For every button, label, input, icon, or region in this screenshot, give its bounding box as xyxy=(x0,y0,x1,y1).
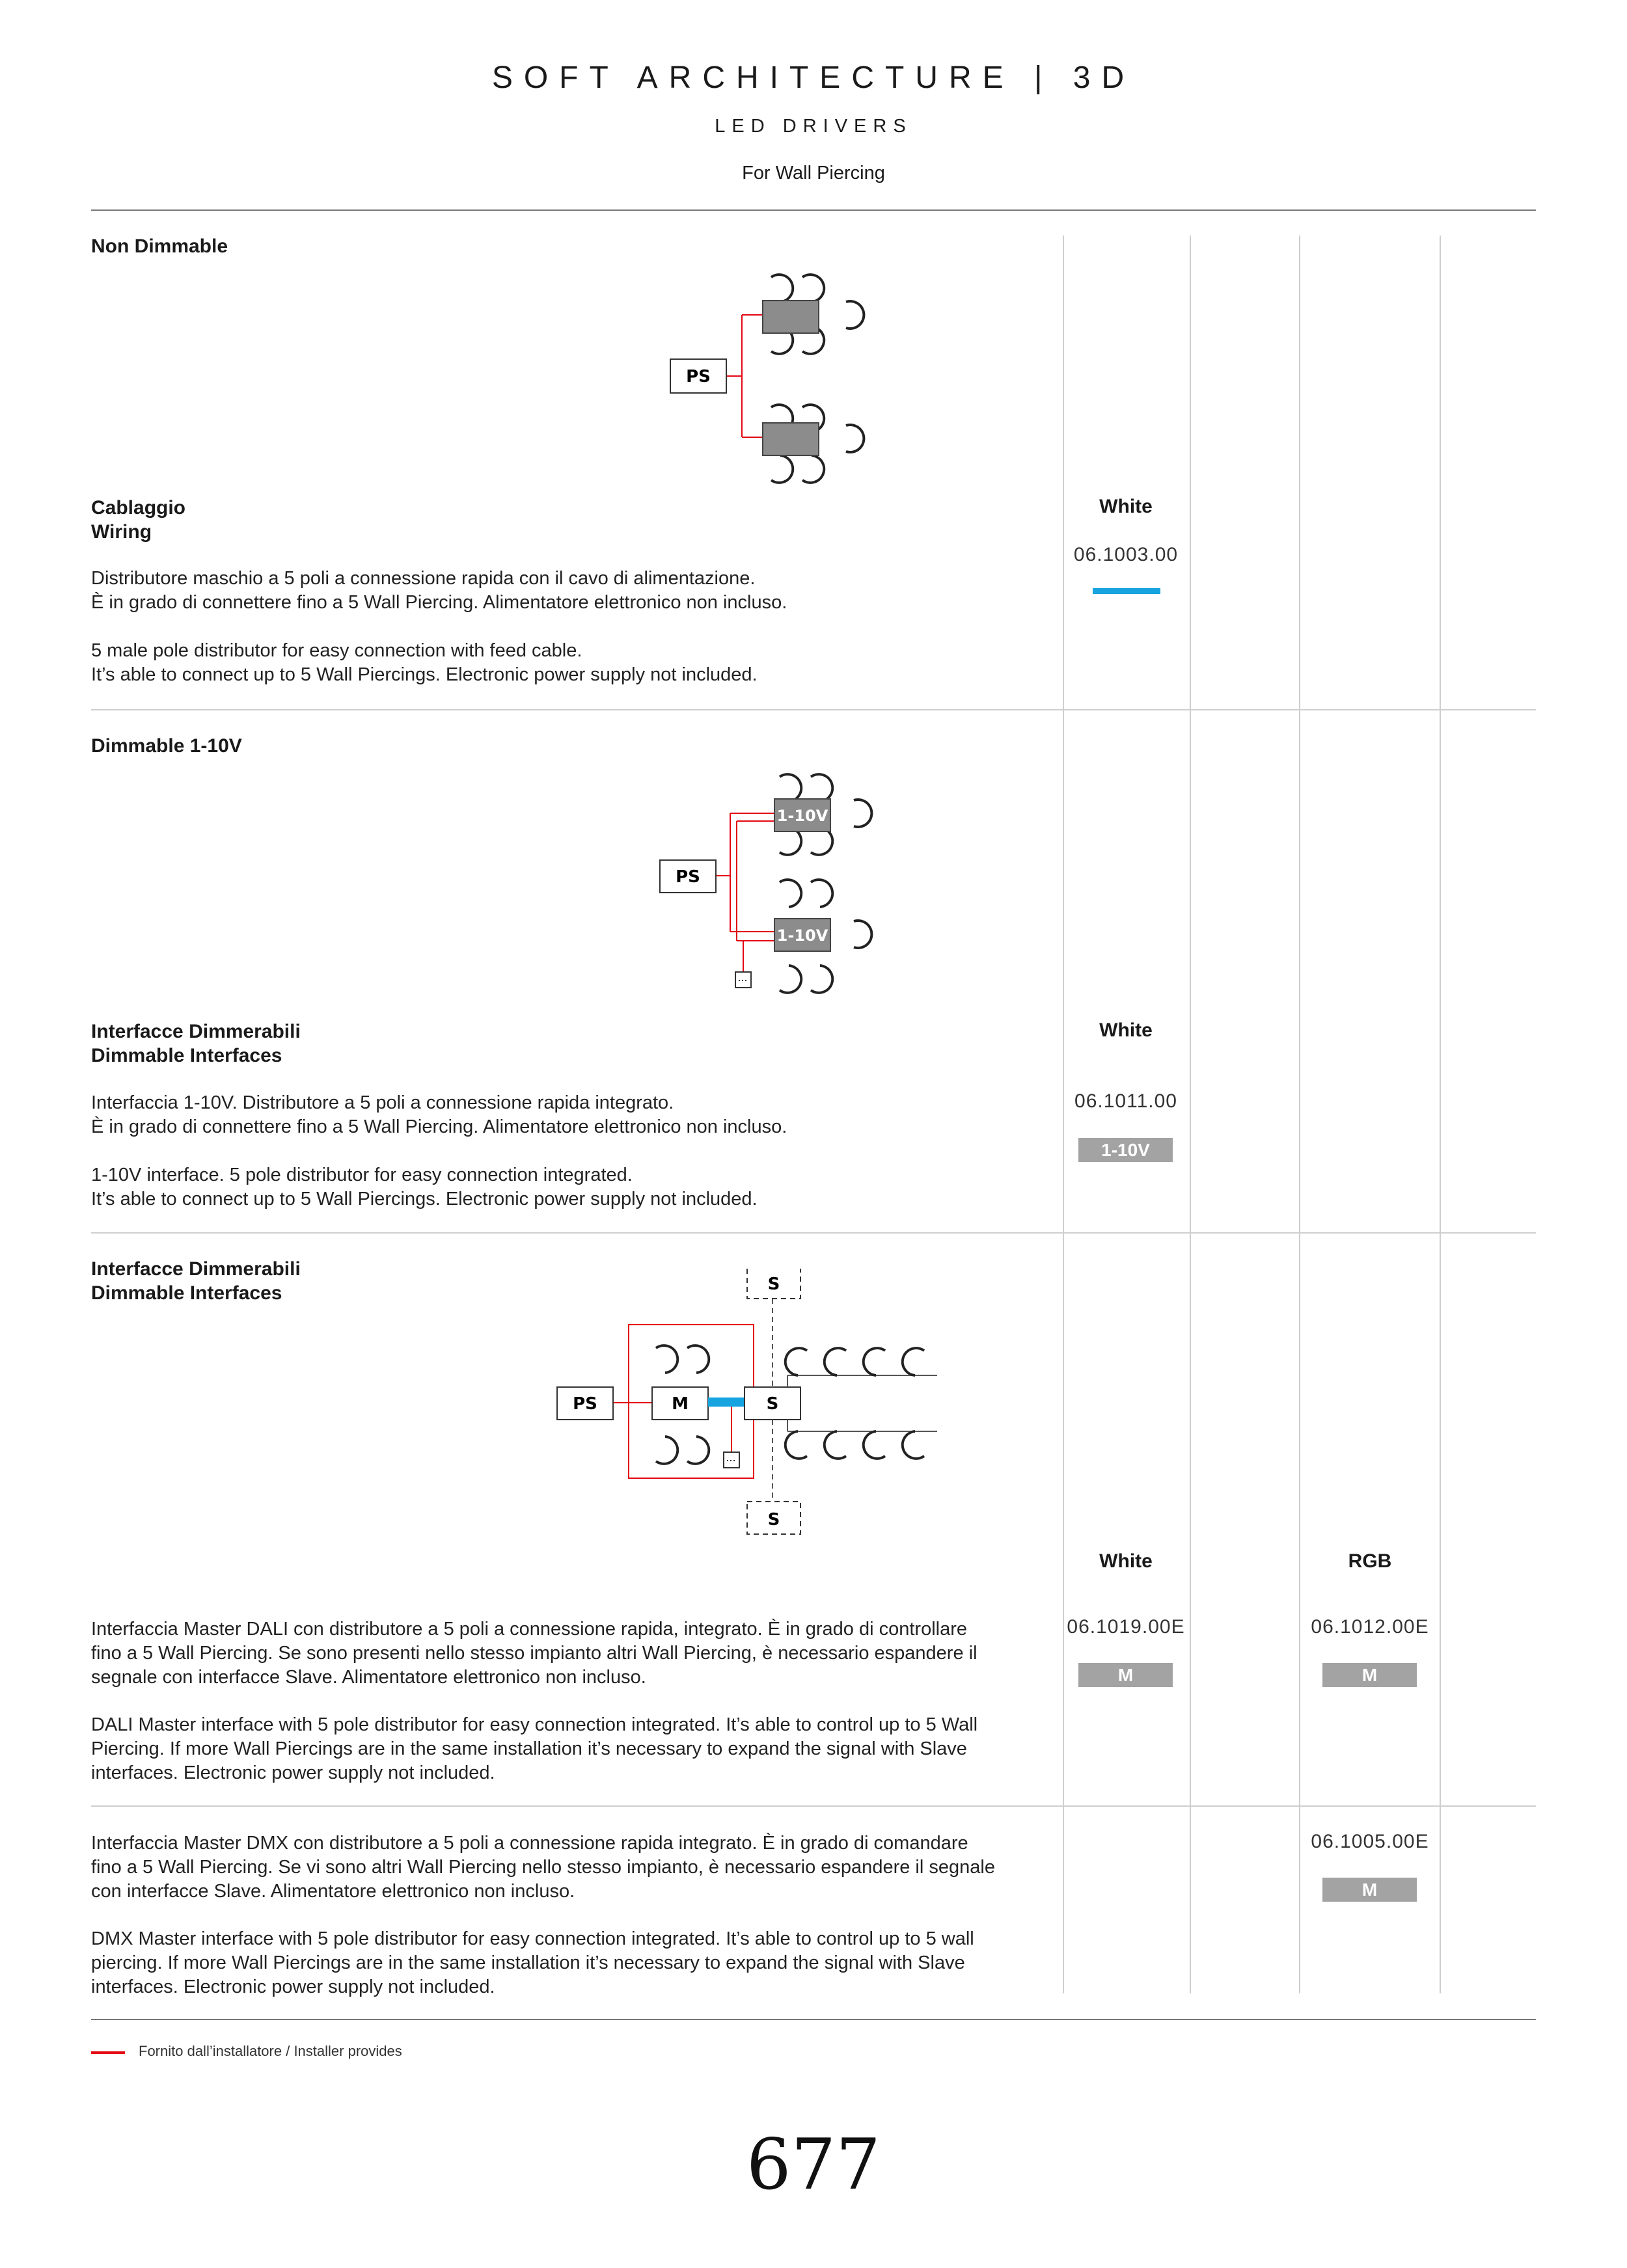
description-line: 1-10V interface. 5 pole distributor for easy connection integrated. xyxy=(91,1165,633,1185)
column-divider xyxy=(1440,236,1441,1993)
description-line: fino a 5 Wall Piercing. Se vi sono altri Wall Piercing nello stesso impianto, è necessario espandere il segnale xyxy=(91,1857,995,1878)
product-code: 06.1011.00 xyxy=(1074,1090,1177,1112)
description-line: con interfacce Slave. Alimentatore elettronico non incluso. xyxy=(91,1881,575,1902)
interfaces-label-it: Interfacce Dimmerabili xyxy=(91,1258,301,1280)
description-line: DALI Master interface with 5 pole distributor for easy connection integrated. It’s able to control up to 5 Wall xyxy=(91,1714,978,1735)
page-subtitle: LED DRIVERS xyxy=(715,116,912,137)
description-line: piercing. If more Wall Piercings are in the same installation it’s necessary to expand the signal with Slave xyxy=(91,1952,965,1973)
page-subheading: For Wall Piercing xyxy=(742,163,885,183)
description-line: È in grado di connettere fino a 5 Wall Piercing. Alimentatore elettronico non incluso. xyxy=(91,592,787,613)
product-code: 06.1005.00E xyxy=(1311,1831,1429,1852)
header-divider xyxy=(91,209,1536,211)
wiring-diagram-dali xyxy=(547,1269,963,1542)
color-swatch xyxy=(1093,588,1160,594)
section-divider xyxy=(91,709,1536,710)
description-line: 5 male pole distributor for easy connection with feed cable. xyxy=(91,640,582,661)
description-line: Piercing. If more Wall Piercings are in the same installation it’s necessary to expand the signal with Slave xyxy=(91,1738,967,1759)
legend-text: Fornito dall’installatore / Installer provides xyxy=(139,2043,402,2059)
section-divider xyxy=(91,1232,1536,1234)
slave-label: S xyxy=(767,1510,780,1530)
distributor-box xyxy=(763,301,819,333)
interface-label: 1-10V xyxy=(776,807,828,825)
legend-red-line xyxy=(91,2051,125,2054)
product-code: 06.1012.00E xyxy=(1311,1616,1429,1638)
slave-label: S xyxy=(767,1275,780,1294)
description-line: It’s able to connect up to 5 Wall Piercings. Electronic power supply not included. xyxy=(91,664,758,685)
description-line: interfaces. Electronic power supply not included. xyxy=(91,1977,495,1997)
column-label-white: White xyxy=(1099,1019,1153,1041)
wiring-label-it: Cablaggio xyxy=(91,497,186,519)
interface-badge: 1-10V xyxy=(1078,1138,1173,1162)
page-title: SOFT ARCHITECTURE | 3D xyxy=(491,61,1136,95)
section-title: Non Dimmable xyxy=(91,236,228,257)
column-label-rgb: RGB xyxy=(1348,1550,1392,1572)
ps-label: PS xyxy=(686,367,711,386)
interfaces-label-en: Dimmable Interfaces xyxy=(91,1282,282,1304)
wiring-label-en: Wiring xyxy=(91,521,152,543)
interfaces-label-it: Interfacce Dimmerabili xyxy=(91,1021,301,1042)
description-line: interfaces. Electronic power supply not included. xyxy=(91,1762,495,1783)
description-line: Interfaccia 1-10V. Distributore a 5 poli a connessione rapida integrato. xyxy=(91,1092,674,1113)
master-label: M xyxy=(672,1394,689,1414)
description-line: Interfaccia Master DALI con distributore a 5 poli a connessione rapida, integrato. È in grado di controllare xyxy=(91,1619,968,1640)
master-badge: M xyxy=(1322,1878,1417,1902)
slave-label: S xyxy=(766,1394,779,1414)
wiring-diagram-non-dimmable xyxy=(651,247,872,494)
product-code: 06.1019.00E xyxy=(1067,1616,1185,1638)
description-line: It’s able to connect up to 5 Wall Piercings. Electronic power supply not included. xyxy=(91,1189,758,1209)
section-divider xyxy=(91,1805,1536,1807)
description-line: Interfaccia Master DMX con distributore a 5 poli a connessione rapida integrato. È in grado di comandare xyxy=(91,1833,968,1854)
distributor-box xyxy=(763,423,819,455)
product-code: 06.1003.00 xyxy=(1073,544,1179,565)
column-divider xyxy=(1299,236,1300,1993)
column-label-white: White xyxy=(1099,1550,1153,1572)
interface-label: 1-10V xyxy=(776,926,828,945)
section-title: Dimmable 1-10V xyxy=(91,735,242,757)
interfaces-label-en: Dimmable Interfaces xyxy=(91,1045,282,1066)
ps-label: PS xyxy=(676,867,700,887)
column-label-white: White xyxy=(1099,496,1153,517)
ps-label: PS xyxy=(573,1394,597,1414)
wiring-diagram-1-10v xyxy=(651,748,885,1002)
master-badge: M xyxy=(1322,1663,1417,1687)
footer-divider xyxy=(91,2019,1536,2020)
master-badge: M xyxy=(1078,1663,1173,1687)
description-line: DMX Master interface with 5 pole distributor for easy connection integrated. It’s able to control up to 5 wall xyxy=(91,1928,974,1949)
description-line: fino a 5 Wall Piercing. Se sono presenti nello stesso impianto altri Wall Piercing, è necessario espandere il xyxy=(91,1643,978,1664)
description-line: È in grado di connettere fino a 5 Wall Piercing. Alimentatore elettronico non incluso. xyxy=(91,1116,787,1137)
page-number: 677 xyxy=(746,2124,881,2206)
description-line: Distributore maschio a 5 poli a connessione rapida con il cavo di alimentazione. xyxy=(91,568,756,589)
description-line: segnale con interfacce Slave. Alimentatore elettronico non incluso. xyxy=(91,1667,646,1688)
